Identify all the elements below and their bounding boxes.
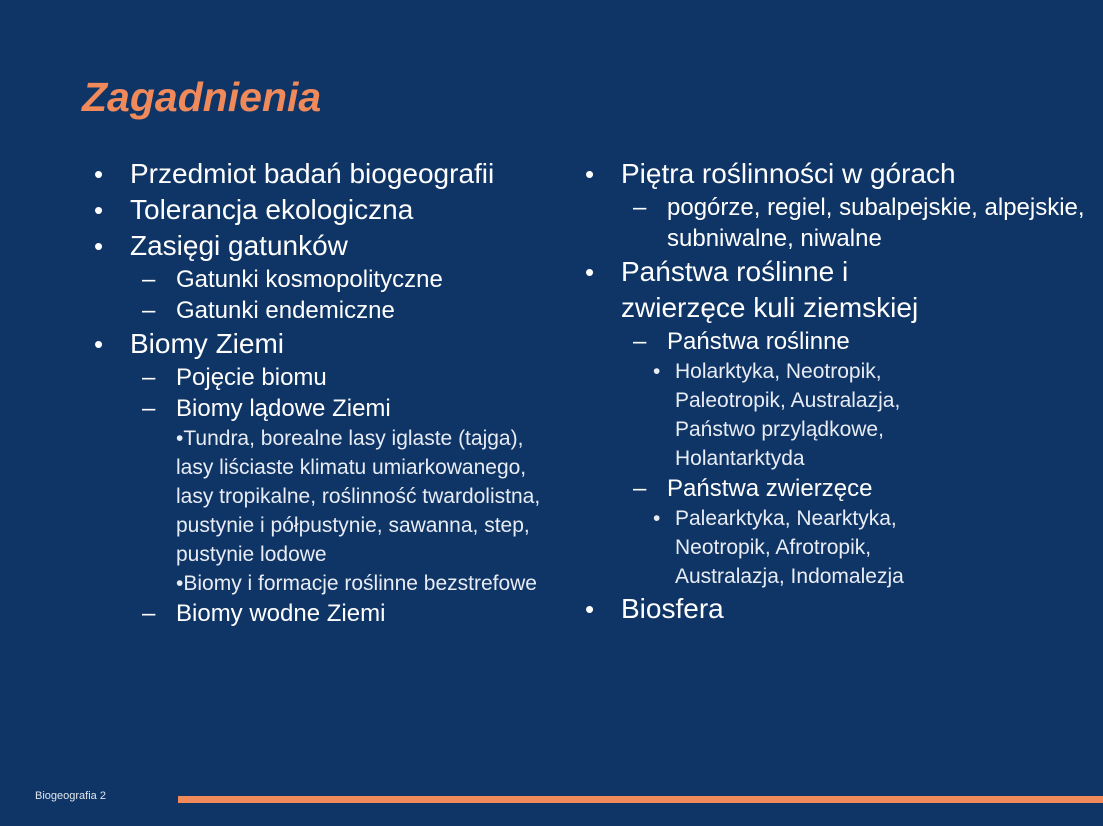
bullet-text: Tolerancja ekologiczna (130, 194, 414, 225)
bullet-item (585, 591, 1095, 627)
footer-accent-rule (178, 796, 1103, 803)
sub-sub-list-wrapper (633, 357, 1095, 473)
sub-list (142, 264, 564, 326)
bullet-item (94, 156, 564, 192)
sub-list-wrapper (94, 362, 564, 629)
sub-sub-list-wrapper (142, 424, 564, 598)
sub-bullet-text: Gatunki endemiczne (176, 297, 395, 324)
sub-bullet-text: Państwa roślinne (667, 328, 850, 355)
bullet-text: Biomy Ziemi (130, 328, 285, 359)
sub-bullet-text: Biomy wodne Ziemi (176, 600, 386, 627)
left-column-list (94, 156, 564, 629)
bullet-item (94, 192, 564, 228)
sub-bullet-text: Biomy lądowe Ziemi (176, 395, 391, 422)
detail-item: • Holarktyka, Neotropik, Paleotropik, Australazja, Państwo przylądkowe, Holantarktyda (653, 357, 953, 473)
bullet-item (585, 254, 921, 326)
sub-sub-list (653, 357, 953, 473)
sub-bullet-item (633, 473, 1095, 504)
slide-title: Zagadnienia (82, 74, 322, 120)
footer-label: Biogeografia 2 (35, 790, 106, 802)
detail-item: •Tundra, borealne lasy iglaste (tajga), lasy liściaste klimatu umiarkowanego, lasy tropikalne, roślinność twardolistna, pustynie i półpustynie, sawanna, step, pustynie lodowe (176, 427, 541, 566)
sub-bullet-item (142, 393, 564, 424)
bullet-item (585, 156, 1095, 192)
sub-bullet-text: pogórze, regiel, subalpejskie, alpejskie, subniwalne, niwalne (667, 194, 1085, 252)
sub-list-wrapper (585, 192, 1095, 254)
sub-bullet-item (633, 326, 1095, 357)
sub-bullet-item (142, 264, 564, 295)
sub-list-wrapper (94, 264, 564, 326)
sub-list (142, 362, 564, 629)
bullet-item (94, 326, 564, 362)
bullet-text: Biosfera (621, 593, 724, 624)
detail-item: • Palearktyka, Nearktyka, Neotropik, Afrotropik, Australazja, Indomalezja (653, 504, 963, 591)
sub-list-wrapper (585, 326, 1095, 591)
bullet-text: Państwa roślinne i zwierzęce kuli ziemskiej (621, 256, 919, 323)
sub-bullet-text: Gatunki kosmopolityczne (176, 266, 443, 293)
sub-sub-list (653, 504, 963, 591)
bullet-text: Piętra roślinności w górach (621, 158, 956, 189)
sub-bullet-item (142, 295, 564, 326)
sub-sub-list (176, 424, 564, 598)
sub-list (633, 326, 1095, 591)
detail-item: •Biomy i formacje roślinne bezstrefowe (176, 572, 537, 595)
sub-list (633, 192, 1095, 254)
bullet-item (94, 228, 564, 264)
sub-sub-list-wrapper (633, 504, 1095, 591)
bullet-text: Zasięgi gatunków (130, 230, 348, 261)
sub-bullet-text: Pojęcie biomu (176, 364, 327, 391)
sub-bullet-item (142, 362, 564, 393)
sub-bullet-text: Państwa zwierzęce (667, 475, 873, 502)
sub-bullet-item (633, 192, 1095, 254)
right-column-list (585, 156, 1095, 627)
sub-bullet-item (142, 598, 564, 629)
bullet-text: Przedmiot badań biogeografii (130, 158, 495, 189)
